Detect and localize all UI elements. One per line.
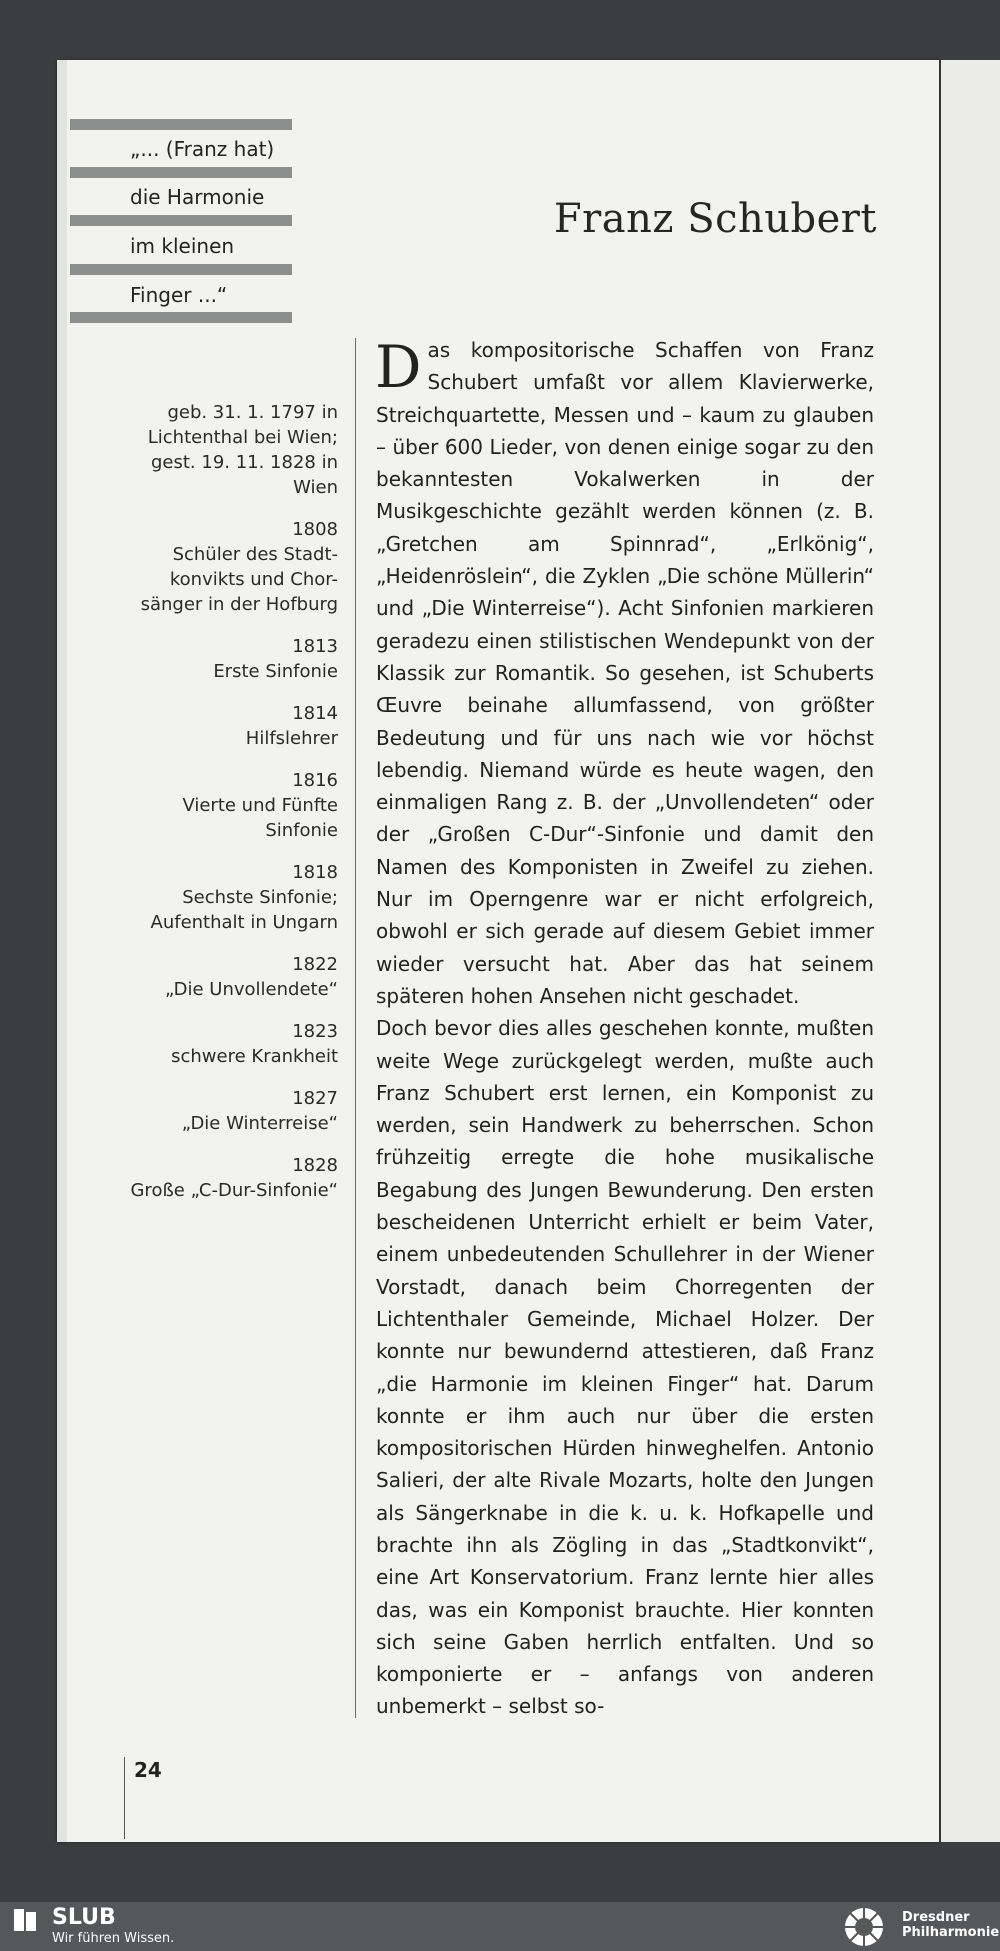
timeline-entry — [110, 860, 338, 935]
timeline-text: schwere Krankheit — [171, 1046, 338, 1067]
philharmonie-logo-text[interactable] — [902, 1910, 999, 1940]
drop-cap: D — [375, 333, 422, 401]
timeline-entry — [110, 1153, 338, 1203]
paragraph — [376, 334, 874, 1012]
timeline-entry — [110, 768, 338, 843]
timeline-entry — [110, 1086, 338, 1136]
timeline — [110, 400, 338, 1220]
timeline-entry — [110, 400, 338, 500]
quote-bar — [70, 264, 292, 275]
slub-logo-text[interactable]: SLUB — [52, 1905, 116, 1930]
page-number-rule — [124, 1757, 125, 1839]
timeline-year: 1814 — [292, 703, 338, 724]
timeline-entry — [110, 701, 338, 751]
timeline-text: geb. 31. 1. 1797 in Lichtenthal bei Wien; gest. 19. 11. 1828 in Wien — [147, 402, 338, 498]
quote-line: im kleinen — [130, 234, 235, 258]
timeline-entry — [110, 634, 338, 684]
paragraph: Doch bevor dies alles geschehen konnte, mußten weite Wege zurückgelegt werden, mußte auch Franz Schubert erst lernen, ein Komponist zu werden, sein Handwerk zu beherrschen. Schon frühzeitig erregte die hohe musikalische Begabung des Jungen Bewunderung. Den ersten bescheidenen Unterricht erhielt er beim Vater, einem unbedeutenden Schullehrer in der Wiener Vorstadt, danach beim Chorregenten der Lichtenthaler Gemeinde, Michael Holzer. Der konnte nur bewundernd attestieren, daß Franz „die Harmonie im kleinen Finger“ hat. Darum konnte er ihm auch nur über die ersten kompositorischen Hürden hinweghelfen. Antonio Salieri, der alte Rivale Mozarts, holte den Jungen als Sängerknabe in die k. u. k. Hofkapelle und brachte ihn als Zögling in das „Stadtkonvikt“, eine Art Konservatorium. Franz lernte hier alles das, was ein Komponist brauchte. Hier konnten sich seine Gaben herrlich entfalten. Und so komponierte er – anfangs von anderen unbemerkt – selbst so- — [376, 1016, 874, 1719]
quote-line: Finger ...“ — [130, 283, 228, 307]
timeline-entry — [110, 1019, 338, 1069]
page-number: 24 — [134, 1758, 162, 1782]
footer-bar — [0, 1902, 1000, 1951]
timeline-year: 1818 — [292, 862, 338, 883]
philharmonie-line1: Dresdner — [902, 1910, 970, 1925]
philharmonie-logo-icon — [840, 1905, 888, 1949]
timeline-text: Hilfslehrer — [245, 728, 338, 749]
quote-bar — [70, 119, 292, 130]
timeline-entry — [110, 952, 338, 1002]
quote-line: die Harmonie — [130, 185, 265, 209]
page-title: Franz Schubert — [553, 196, 877, 242]
timeline-text: Sechste Sinfonie; Aufenthalt in Ungarn — [150, 887, 338, 933]
quote-line: „... (Franz hat) — [130, 137, 275, 161]
timeline-year: 1822 — [292, 954, 338, 975]
philharmonie-line2: Philharmonie — [902, 1925, 1000, 1940]
quote-bar — [70, 215, 292, 226]
article-body — [376, 334, 874, 1723]
timeline-year: 1808 — [292, 519, 338, 540]
timeline-text: „Die Winterreise“ — [181, 1113, 338, 1134]
timeline-year: 1816 — [292, 770, 338, 791]
slub-tagline: Wir führen Wissen. — [52, 1931, 175, 1946]
page-binding-strip — [57, 60, 67, 1842]
next-page-edge — [941, 60, 1000, 1842]
timeline-year: 1823 — [292, 1021, 338, 1042]
timeline-text: „Die Unvollendete“ — [164, 979, 338, 1000]
timeline-year: 1813 — [292, 636, 338, 657]
quote-bar — [70, 312, 292, 323]
timeline-year: 1828 — [292, 1155, 338, 1176]
slub-logo-icon — [14, 1909, 38, 1931]
timeline-year: 1827 — [292, 1088, 338, 1109]
paragraph-text: as kompositorische Schaffen von Franz Schubert umfaßt vor allem Klavierwerke, Streichquartette, Messen und – kaum zu glauben – über 600 Lieder, von denen einige sogar zu den bekanntesten Vokalwerken in der Musikgeschichte gezählt werden können (z. B. „Gretchen am Spinnrad“, „Erlkönig“, „Heidenröslein“, die Zyklen „Die schöne Müllerin“ und „Die Winterreise“). Acht Sinfonien markieren geradezu einen stilistischen Wendepunkt von der Klassik zur Romantik. So gesehen, ist Schuberts Œuvre beinahe allumfassend, von größter Bedeutung und für uns nach wie vor höchst lebendig. Niemand würde es heute wagen, den einmaligen Rang z. B. der „Unvollendeten“ oder der „Großen C-Dur“-Sinfonie und damit den Namen des Komponisten in Zweifel zu ziehen. Nur im Operngenre war er nicht erfolgreich, obwohl er sich gerade auf diesem Gebiet immer wieder versucht hat. Aber das hat seinem späteren hohen Ansehen nicht geschadet. — [376, 338, 874, 1008]
timeline-text: Schüler des Stadt-konvikts und Chor-sänger in der Hofburg — [140, 544, 338, 615]
timeline-text: Erste Sinfonie — [213, 661, 338, 682]
column-divider — [355, 338, 356, 1718]
timeline-entry — [110, 517, 338, 617]
timeline-text: Vierte und Fünfte Sinfonie — [182, 795, 338, 841]
timeline-text: Große „C-Dur-Sinfonie“ — [130, 1180, 338, 1201]
quote-bar — [70, 167, 292, 178]
